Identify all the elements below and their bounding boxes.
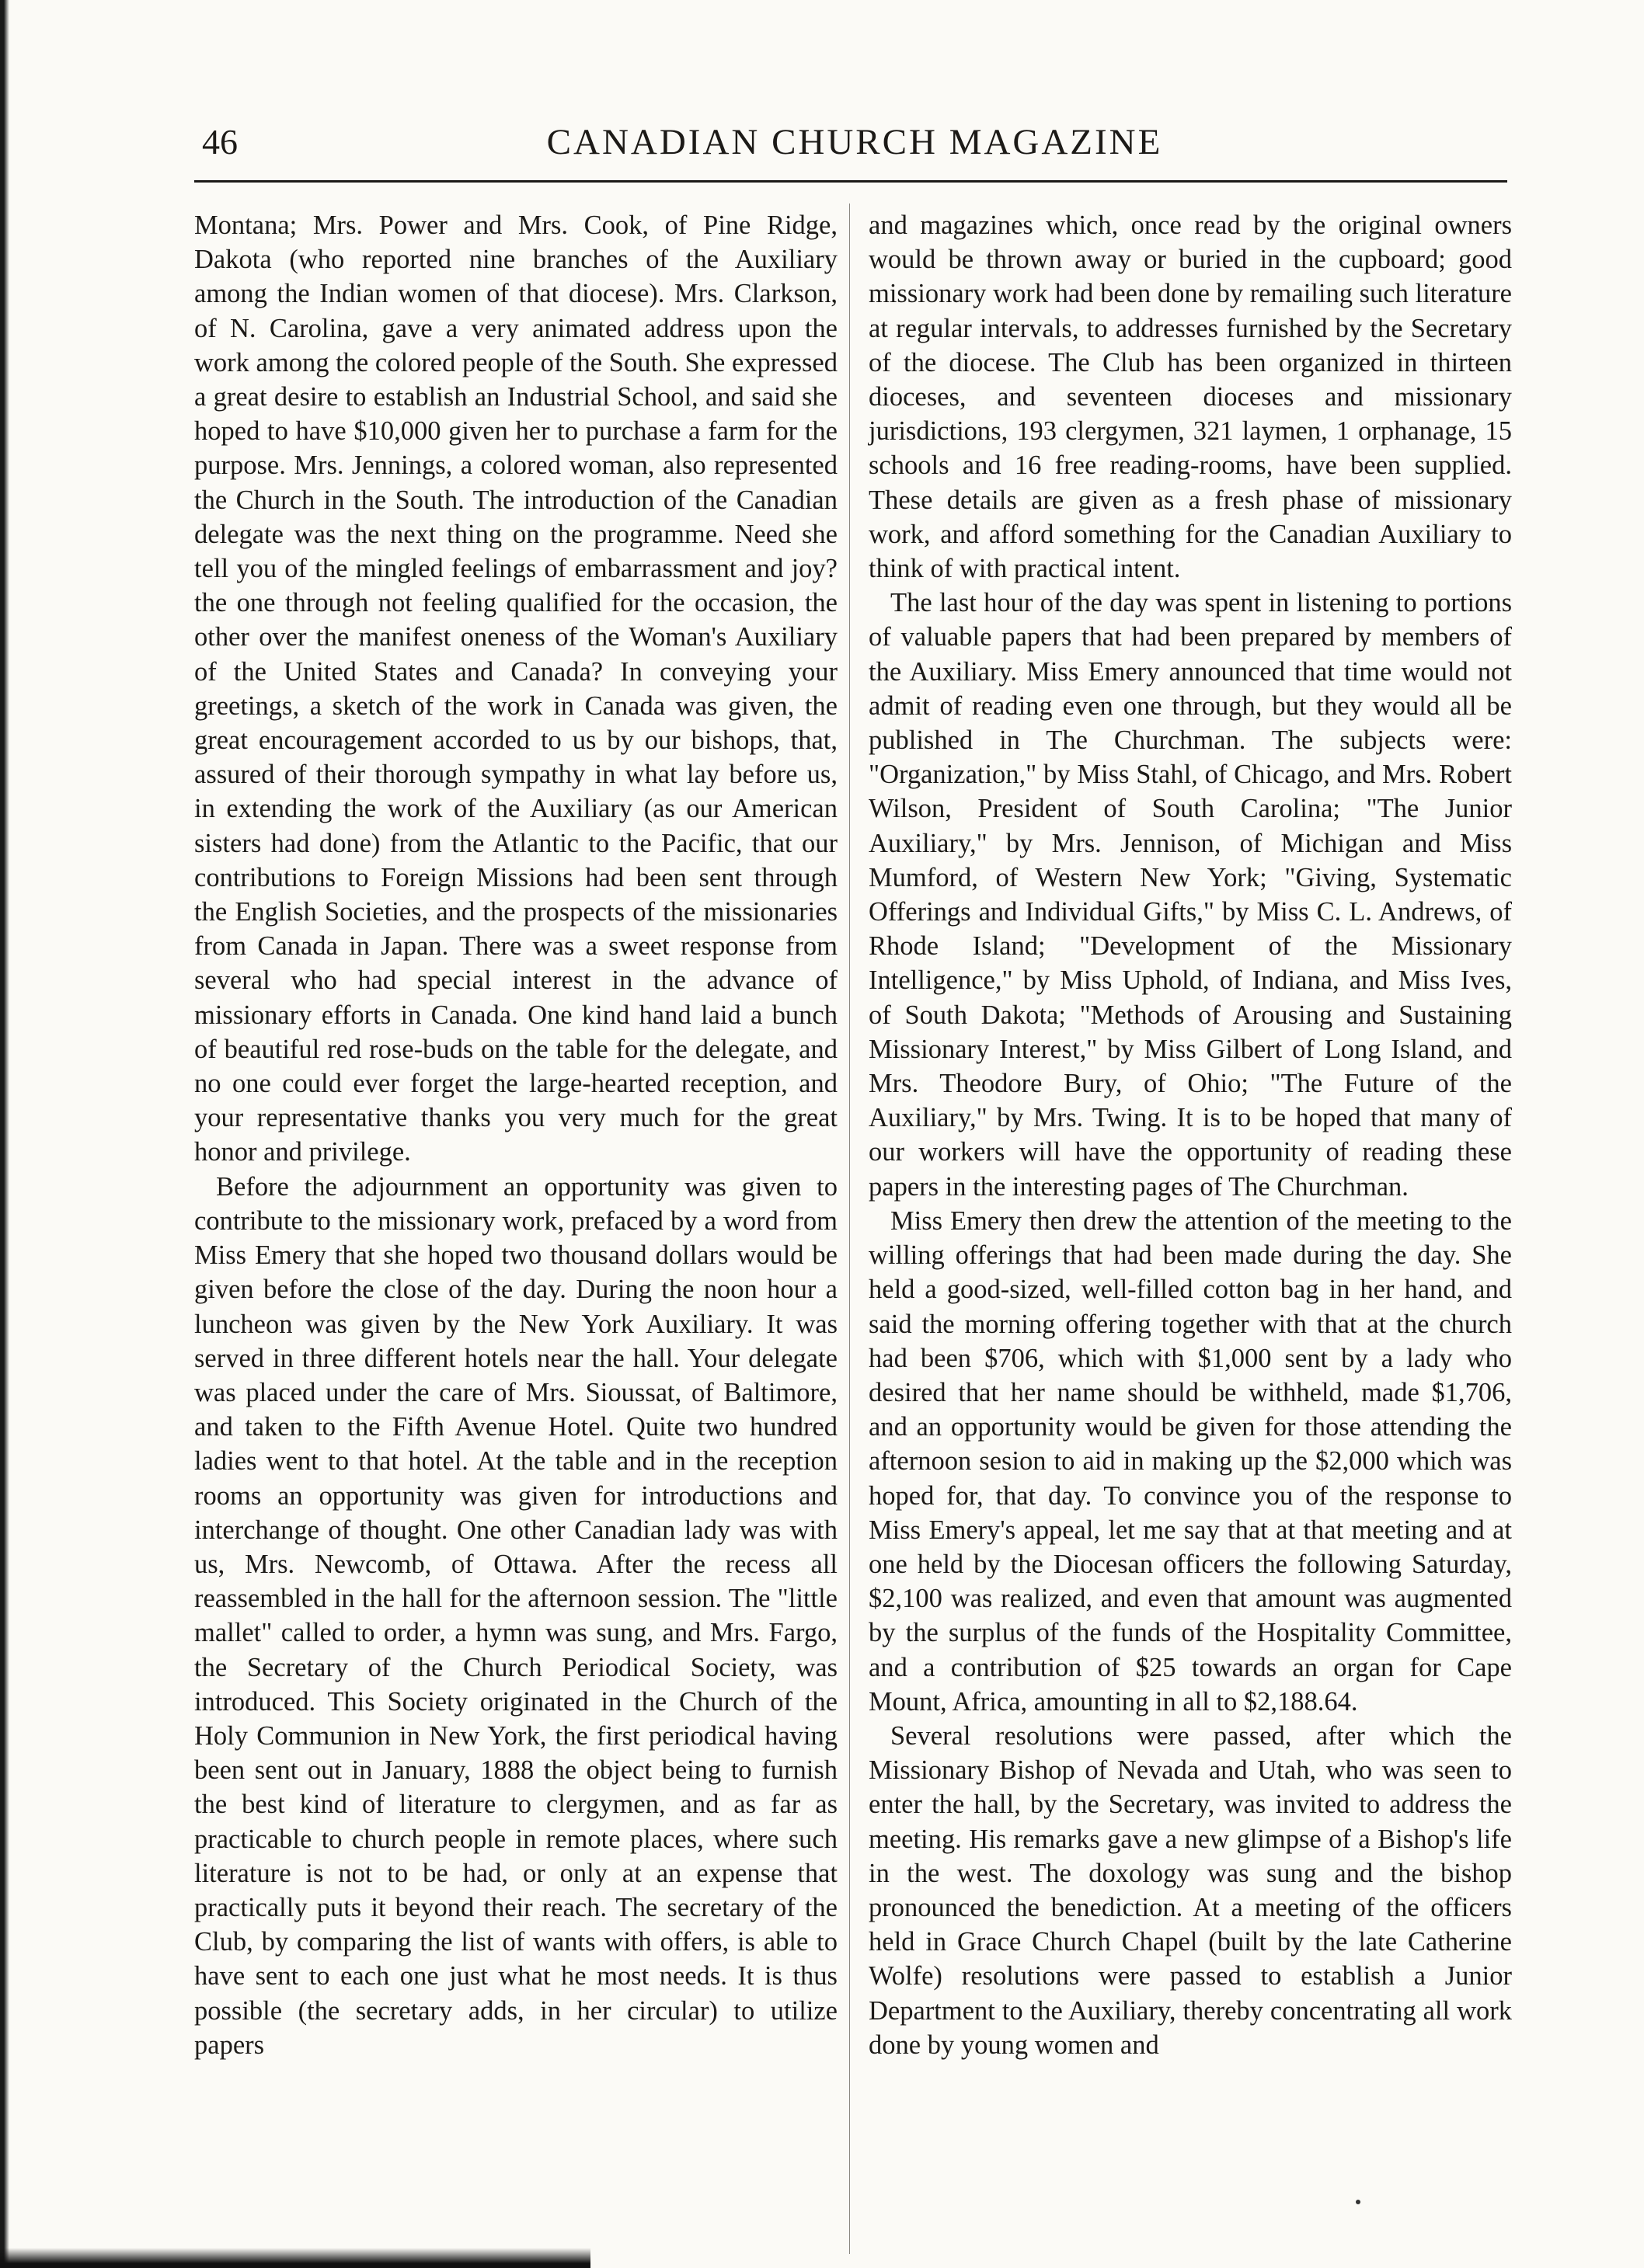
paragraph: Miss Emery then drew the attention of the meeting to the willing offerings that had been made during the day. She held a good-sized, well-filled cotton bag in her hand, and said the morning offering together with that at the church had been $706, which with $1,000 sent by a lady who desired that her name should be withheld, made $1,706, and an opportunity would be given for those attending the afternoon sesion to aid in making up the $2,000 which was hoped for, that day. To convince you of the response to Miss Emery's appeal, let me say that at that meeting and at one held by the Diocesan officers the following Saturday, $2,100 was realized, and even that amount was augmented by the surplus of the funds of the Hospitality Committee, and a contribution of $25 towards an organ for Cape Mount, Africa, amounting in all to $2,188.64. [869,1205,1512,1717]
page-number: 46 [202,122,238,162]
paragraph: Montana; Mrs. Power and Mrs. Cook, of Pine Ridge, Dakota (who reported nine branches of the Auxiliary among the Indian women of that diocese). Mrs. Clarkson, of N. Carolina, gave a very animated address upon the work among the colored people of the South. She expressed a great desire to establish an Industrial School, and said she hoped to have $10,000 given her to purchase a farm for the purpose. Mrs. Jennings, a colored woman, also represented the Church in the South. The introduction of the Canadian delegate was the next thing on the programme. Need she tell you of the mingled feelings of embarrassment and joy? the one through not feeling qualified for the occasion, the other over the manifest oneness of the Woman's Auxiliary of the United States and Canada? In conveying your greetings, a sketch of the work in Canada was given, the great encouragement accorded to us by our bishops, that, assured of their thorough sympathy in what lay before us, in extending the work of the Auxiliary (as our American sisters had done) from the Atlantic to the Pacific, that our contributions to Foreign Missions had been sent through the English Societies, and the prospects of the missionaries from Canada in Japan. There was a sweet response from several who had special interest in the advance of missionary efforts in Canada. One kind hand laid a bunch of beautiful red rose-buds on the table for the delegate, and no one could ever forget the large-hearted reception, and your representative thanks you very much for the great honor and privilege. [194,210,838,1167]
scan-edge-left [0,0,9,2268]
column-divider [849,203,850,2254]
header-rule [194,180,1507,183]
paragraph: Several resolutions were passed, after which the Missionary Bishop of Nevada and Utah, who was seen to enter the hall, by the Secretary, was invited to address the meeting. His remarks gave a new glimpse of a Bishop's life in the west. The doxology was sung and the bishop pronounced the benediction. At a meeting of the officers held in Grace Church Chapel (built by the late Catherine Wolfe) resolutions were passed to establish a Junior Department to the Auxiliary, thereby concentrating all work done by young women and [869,1720,1512,2060]
ink-speck [1356,2200,1360,2204]
left-column [194,208,838,2062]
paragraph: Before the adjournment an opportunity was given to contribute to the missionary work, prefaced by a word from Miss Emery that she hoped two thousand dollars would be given before the close of the day. During the noon hour a luncheon was given by the New York Auxiliary. It was served in three different hotels near the hall. Your delegate was placed under the care of Mrs. Sioussat, of Baltimore, and taken to the Fifth Avenue Hotel. Quite two hundred ladies went to that hotel. At the table and in the reception rooms an opportunity was given for introductions and interchange of thought. One other Canadian lady was with us, Mrs. Newcomb, of Ottawa. After the recess all reassembled in the hall for the afternoon session. The "little mallet" called to order, a hymn was sung, and Mrs. Fargo, the Secretary of the Church Periodical Society, was introduced. This Society originated in the Church of the Holy Communion in New York, the first periodical having been sent out in January, 1888 the object being to furnish the best kind of literature to clergymen, and as far as practicable to church people in remote places, where such literature is not to be had, or only at an expense that practically puts it beyond their reach. The secretary of the Club, by comparing the list of wants with offers, is able to have sent to each one just what he most needs. It is thus possible (the secretary adds, in her circular) to utilize papers [194,1171,838,2060]
right-column [869,208,1512,2062]
paragraph: and magazines which, once read by the original owners would be thrown away or buried in the cupboard; good missionary work had been done by remailing such literature at regular intervals, to addresses furnished by the Secretary of the diocese. The Club has been organized in thirteen dioceses, and seventeen dioceses and missionary jurisdictions, 193 clergymen, 321 laymen, 1 orphanage, 15 schools and 16 free reading-rooms, have been supplied. These details are given as a fresh phase of missionary work, and afford something for the Canadian Auxiliary to think of with practical intent. [869,210,1512,584]
paragraph: The last hour of the day was spent in listening to portions of valuable papers that had been prepared by members of the Auxiliary. Miss Emery announced that time would not admit of reading even one through, but they would all be published in The Churchman. The subjects were: "Organization," by Miss Stahl, of Chicago, and Mrs. Robert Wilson, President of South Carolina; "The Junior Auxiliary," by Mrs. Jennison, of Michigan and Miss Mumford, of Western New York; "Giving, Systematic Offerings and Individual Gifts," by Miss C. L. Andrews, of Rhode Island; "Development of the Missionary Intelligence," by Miss Uphold, of Indiana, and Miss Ives, of South Dakota; "Methods of Arousing and Sustaining Missionary Interest," by Miss Gilbert of Long Island, and Mrs. Theodore Bury, of Ohio; "The Future of the Auxiliary," by Mrs. Twing. It is to be hoped that many of our workers will have the opportunity of reading these papers in the interesting pages of The Churchman. [869,588,1512,1202]
running-title: CANADIAN CHURCH MAGAZINE [546,122,1163,162]
scan-edge-bottom [0,2248,590,2268]
page-header [202,115,1507,169]
